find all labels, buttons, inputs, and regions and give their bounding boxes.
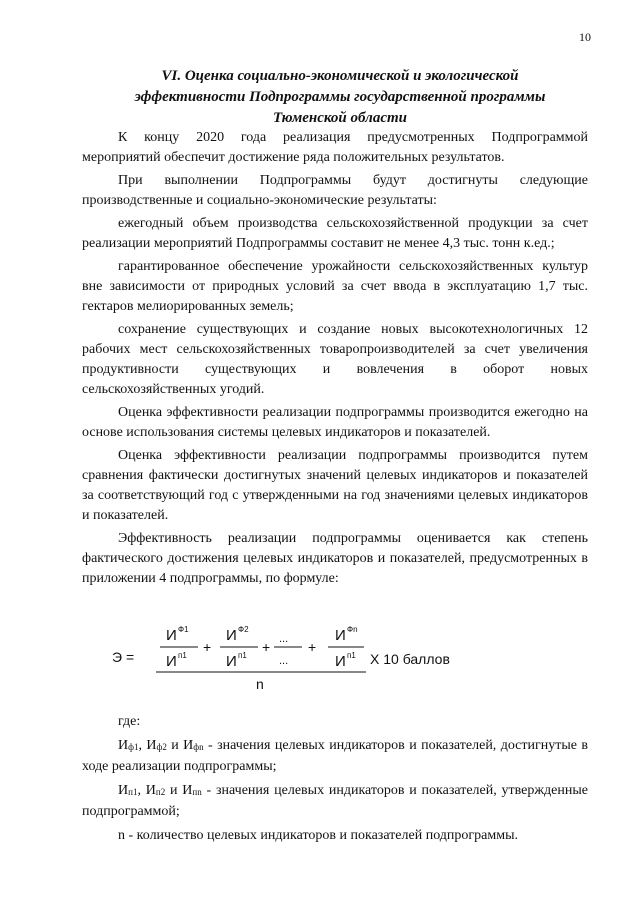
section-title-line-1: VI. Оценка социально-экономической и экологической [161,68,519,84]
symbol-subscript: п1 [128,787,138,797]
formula-lhs: Э = [112,649,135,665]
definition-planned [82,781,588,822]
definitions [82,712,588,850]
dots-denominator: ... [279,655,289,667]
paragraph: Эффективность реализации подпрограммы оценивается как степень фактического достижения целевых индикаторов и показателей, предусмотренных в приложении 4 подпрограммы, по формуле: [82,531,588,586]
symbol-subscript: фn [193,742,204,752]
paragraph: При выполнении Подпрограммы будут достигнуты следующие производственные и социально-экономические результаты: [82,173,588,208]
paragraph: Оценка эффективности реализации подпрограммы производится ежегодно на основе использования системы целевых индикаторов и показателей. [82,405,588,440]
symbol-subscript: ф1 [128,742,139,752]
symbol: И [118,738,129,753]
separator: , [137,783,146,798]
symbol: И [146,738,157,753]
paragraph: ежегодный объем производства сельскохозяйственной продукции за счет реализации мероприятий Подпрограммы составит не менее 4,3 тыс. тонн к.ед.; [82,216,588,251]
symbol-subscript: п2 [155,787,166,797]
paragraph: К концу 2020 года реализация предусмотренных Подпрограммой мероприятий обеспечит достижение ряда положительных результатов. [82,130,588,165]
denominator-1: И [166,653,177,670]
body-text [82,128,588,592]
efficiency-formula [0,612,640,692]
denominator-3: И [335,653,346,670]
definition-count: n - количество целевых индикаторов и показателей подпрограммы. [118,828,518,843]
symbol: И [183,738,194,753]
section-title-line-2: эффективности Подпрограммы государственной программы [134,89,546,105]
section-title-line-3: Тюменской области [272,110,408,126]
plus-sign: + [308,639,317,655]
page-number: 10 [579,30,591,44]
dots-numerator: ... [279,633,289,645]
section-title [90,66,590,129]
paragraph: гарантированное обеспечение урожайности сельскохозяйственных культур вне зависимости от природных условий за счет ввода в эксплуатацию 1,7 тыс. гектаров мелиорированных земель; [82,259,588,314]
numerator-2: И [226,627,237,644]
symbol-subscript: ф2 [156,742,167,752]
separator: и [165,783,183,798]
symbol: И [182,783,193,798]
definition-text: - значения целевых индикаторов и показателей, достигнутые в ходе реализации подпрограммы; [82,738,588,774]
symbol: И [145,783,156,798]
formula-rhs: X 10 баллов [370,651,450,667]
denominator-2-sup: п1 [238,651,247,660]
numerator-2-sup: Ф2 [238,625,249,634]
denominator-1-sup: п1 [178,651,187,660]
formula-svg [0,612,640,692]
separator: и [166,738,184,753]
numerator-1: И [166,627,177,644]
denominator-3-sup: п1 [347,651,356,660]
formula-denominator: n [256,676,264,692]
numerator-3-sup: Фn [347,625,358,634]
paragraph: сохранение существующих и создание новых высокотехнологичных 12 рабочих мест сельскохозяйственных товаропроизводителей за счет увеличения продуктивности существующих и вовлечения в оборот новых сельскохозяйственных угодий. [82,322,588,397]
definition-actual [82,736,588,777]
separator: , [138,738,147,753]
paragraph: Оценка эффективности реализации подпрограммы производится путем сравнения фактически достигнутых значений целевых индикаторов и показателей за соответствующий год с утвержденными на год значениями целевых индикаторов и показателей. [82,448,588,523]
definition-text: - значения целевых индикаторов и показателей, утвержденные подпрограммой; [82,783,588,819]
plus-sign: + [262,639,271,655]
numerator-1-sup: Ф1 [178,625,189,634]
where-label: где: [118,714,141,729]
plus-sign: + [203,639,212,655]
symbol-subscript: пn [192,787,202,797]
numerator-3: И [335,627,346,644]
symbol: И [118,783,129,798]
denominator-2: И [226,653,237,670]
